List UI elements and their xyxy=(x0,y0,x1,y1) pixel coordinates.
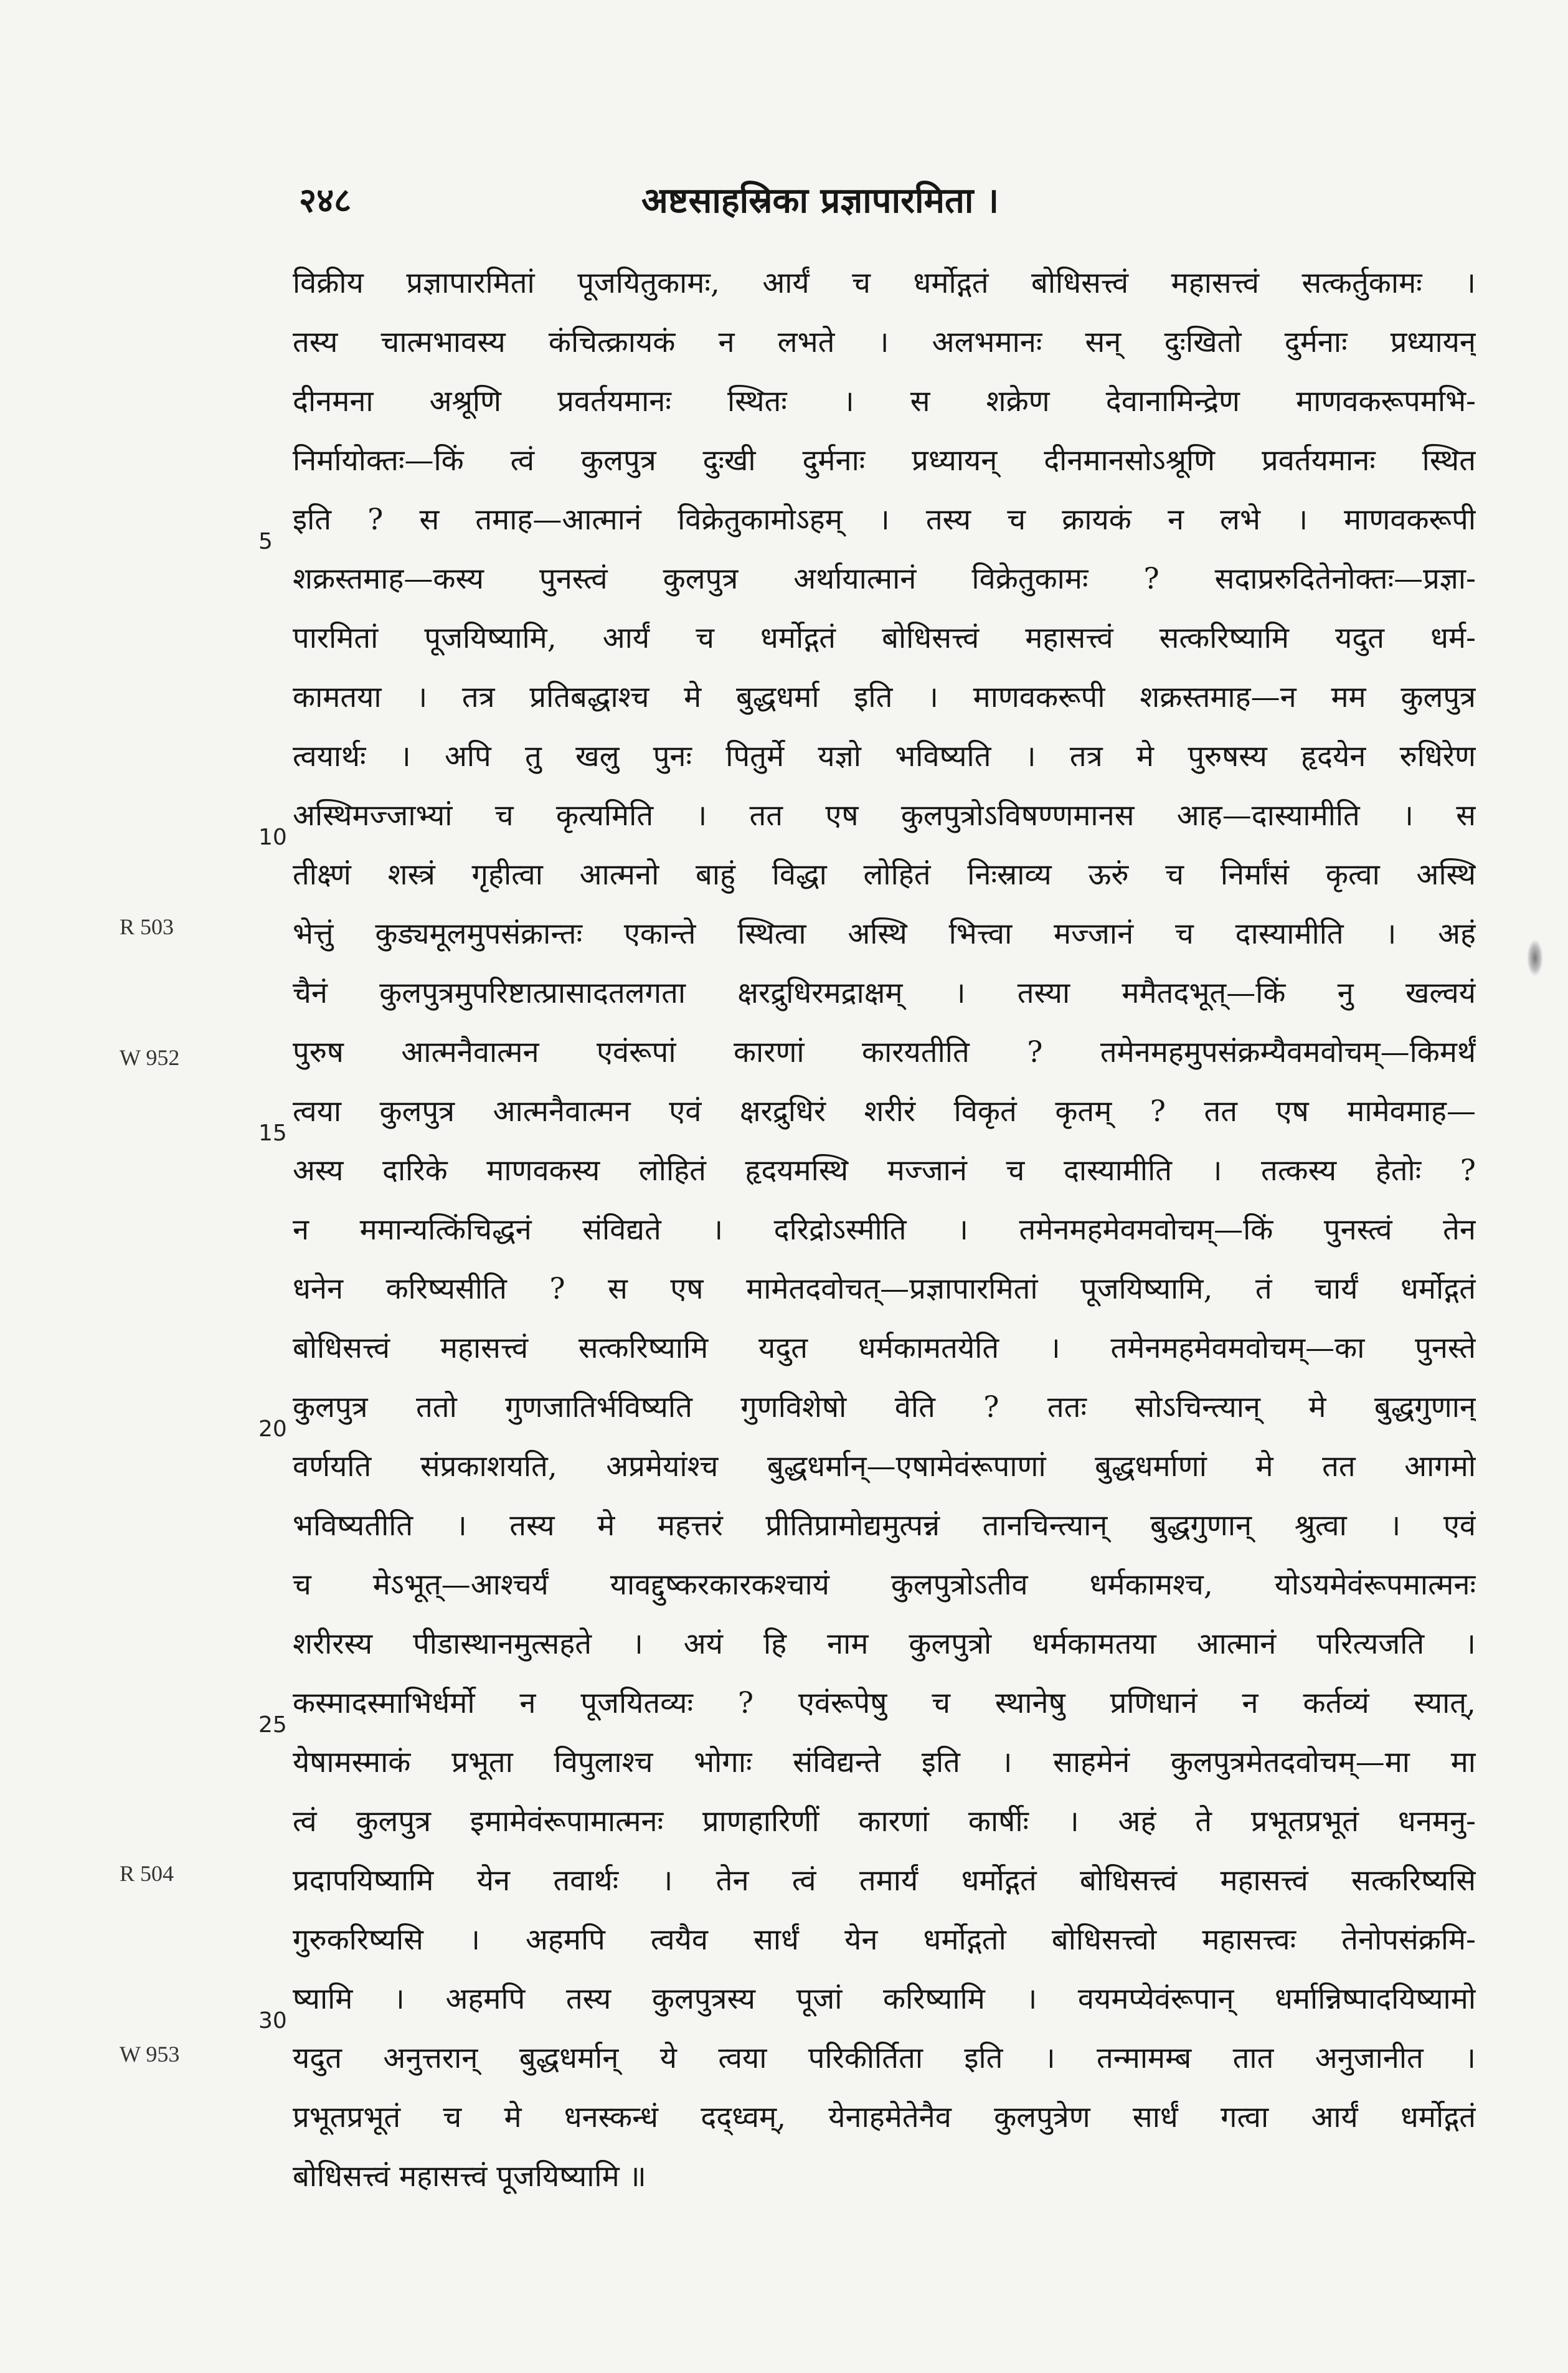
page-header xyxy=(293,176,1463,219)
line-number: 20 xyxy=(258,1416,287,1442)
text-line: पारमितां पूजयिष्यामि, आर्यं च धर्मोद्गतं बोधिसत्त्वं महासत्त्वं सत्करिष्यामि यदुत धर्म- xyxy=(293,621,1476,655)
running-title: अष्टसाहस्रिका प्रज्ञापारमिता । xyxy=(641,180,999,221)
text-line: भविष्यतीति । तस्य मे महत्तरं प्रीतिप्रामोद्यमुत्पन्नं तानचिन्त्यान् बुद्धगुणान् श्रुत्वा । एवं xyxy=(293,1509,1476,1543)
text-line: वर्णयति संप्रकाशयति, अप्रमेयांश्च बुद्धधर्मान्—एषामेवंरूपाणां बुद्धधर्माणां मे तत आगमो xyxy=(293,1449,1476,1484)
margin-reference: R 503 xyxy=(120,914,174,939)
margin-reference: R 504 xyxy=(120,1861,174,1886)
text-line: ष्यामि । अहमपि तस्य कुलपुत्रस्य पूजां करिष्यामि । वयमप्येवंरूपान् धर्मान्निष्पादयिष्यामो xyxy=(293,1982,1476,2016)
line-number: 15 xyxy=(258,1120,287,1146)
text-line: त्वं कुलपुत्र इमामेवंरूपामात्मनः प्राणहारिणीं कारणां कार्षीः । अहं ते प्रभूतप्रभूतं धनमनु- xyxy=(293,1804,1476,1839)
margin-reference: W 953 xyxy=(120,2042,180,2067)
page-number: २४८ xyxy=(299,180,352,220)
text-line: यदुत अनुत्तरान् बुद्धधर्मान् ये त्वया परिकीर्तिता इति । तन्मामम्ब तात अनुजानीत । xyxy=(293,2041,1476,2075)
text-line: गुरुकरिष्यसि । अहमपि त्वयैव सार्धं येन धर्मोद्गतो बोधिसत्त्वो महासत्त्वः तेनोपसंक्रमि- xyxy=(293,1923,1476,1957)
text-line: येषामस्माकं प्रभूता विपुलाश्च भोगाः संविद्यन्ते इति । साहमेनं कुलपुत्रमेतदवोचम्—मा मा xyxy=(293,1745,1476,1779)
text-line: बोधिसत्त्वं महासत्त्वं पूजयिष्यामि ॥ xyxy=(293,2159,646,2194)
text-line: शरीरस्य पीडास्थानमुत्सहते । अयं हि नाम कुलपुत्रो धर्मकामतया आत्मानं परित्यजति । xyxy=(293,1627,1476,1661)
text-line: तीक्ष्णं शस्त्रं गृहीत्वा आत्मनो बाहुं विद्धा लोहितं निःस्राव्य ऊरुं च निर्मांसं कृत्वा अस्थि xyxy=(293,858,1476,892)
text-line: चैनं कुलपुत्रमुपरिष्टात्प्रासादतलगता क्षरद्रुधिरमद्राक्षम् । तस्या ममैतदभूत्—किं नु खल्वयं xyxy=(293,976,1476,1010)
text-line: कुलपुत्र ततो गुणजातिर्भविष्यति गुणविशेषो वेति ? ततः सोऽचिन्त्यान् मे बुद्धगुणान् xyxy=(293,1390,1476,1424)
text-line: इति ? स तमाह—आत्मानं विक्रेतुकामोऽहम् । तस्य च क्रायकं न लभे । माणवकरूपी xyxy=(293,503,1476,537)
line-number: 5 xyxy=(258,529,273,554)
text-line: विक्रीय प्रज्ञापारमितां पूजयितुकामः, आर्यं च धर्मोद्गतं बोधिसत्त्वं महासत्त्वं सत्कर्तुकामः । xyxy=(293,266,1476,300)
text-line: न ममान्यत्किंचिद्धनं संविद्यते । दरिद्रोऽस्मीति । तमेनमहमेवमवोचम्—किं पुनस्त्वं तेन xyxy=(293,1213,1476,1247)
text-line: त्वयार्थः । अपि तु खलु पुनः पितुर्मे यज्ञो भविष्यति । तत्र मे पुरुषस्य हृदयेन रुधिरेण xyxy=(293,739,1476,774)
text-line: भेत्तुं कुड्यमूलमुपसंक्रान्तः एकान्ते स्थित्वा अस्थि भित्त्वा मज्जानं च दास्यामीति । अहं xyxy=(293,917,1476,951)
margin-reference: W 952 xyxy=(120,1045,180,1070)
text-line: कामतया । तत्र प्रतिबद्धाश्च मे बुद्धधर्मा इति । माणवकरूपी शक्रस्तमाह—न मम कुलपुत्र xyxy=(293,680,1476,714)
text-line: अस्थिमज्जाभ्यां च कृत्यमिति । तत एष कुलपुत्रोऽविषण्णमानस आह—दास्यामीति । स xyxy=(293,798,1476,833)
text-line: कस्मादस्माभिर्धर्मो न पूजयितव्यः ? एवंरूपेषु च स्थानेषु प्रणिधानं न कर्तव्यं स्यात्, xyxy=(293,1686,1476,1720)
text-line: बोधिसत्त्वं महासत्त्वं सत्करिष्यामि यदुत धर्मकामतयेति । तमेनमहमेवमवोचम्—का पुनस्ते xyxy=(293,1331,1476,1365)
line-number: 30 xyxy=(258,2008,287,2034)
text-line: धनेन करिष्यसीति ? स एष मामेतदवोचत्—प्रज्ञापारमितां पूजयिष्यामि, तं चार्यं धर्मोद्गतं xyxy=(293,1272,1476,1306)
line-number: 25 xyxy=(258,1712,287,1738)
text-line: प्रदापयिष्यामि येन तवार्थः । तेन त्वं तमार्यं धर्मोद्गतं बोधिसत्त्वं महासत्त्वं सत्करिष्यसि xyxy=(293,1864,1476,1898)
line-number: 10 xyxy=(258,825,287,850)
text-line: तस्य चात्मभावस्य कंचित्क्रायकं न लभते । अलभमानः सन् दुःखितो दुर्मनाः प्रध्यायन् xyxy=(293,325,1476,359)
text-line: प्रभूतप्रभूतं च मे धनस्कन्धं दद्ध्वम्, येनाहमेतेनैव कुलपुत्रेण सार्धं गत्वा आर्यं धर्मोद्गतं xyxy=(293,2100,1476,2134)
text-line: निर्मायोक्तः—किं त्वं कुलपुत्र दुःखी दुर्मनाः प्रध्यायन् दीनमानसोऽश्रूणि प्रवर्तयमानः स्थित xyxy=(293,443,1476,478)
text-line: पुरुष आत्मनैवात्मन एवंरूपां कारणां कारयतीति ? तमेनमहमुपसंक्रम्यैवमवोचम्—किमर्थं xyxy=(293,1035,1476,1069)
text-line: शक्रस्तमाह—कस्य पुनस्त्वं कुलपुत्र अर्थायात्मानं विक्रेतुकामः ? सदाप्ररुदितेनोक्तः—प्रज्ञा- xyxy=(293,562,1476,596)
text-line: त्वया कुलपुत्र आत्मनैवात्मन एवं क्षरद्रुधिरं शरीरं विकृतं कृतम् ? तत एष मामेवमाह— xyxy=(293,1094,1476,1129)
text-line: दीनमना अश्रूणि प्रवर्तयमानः स्थितः । स शक्रेण देवानामिन्द्रेण माणवकरूपमभि- xyxy=(293,384,1476,419)
text-line: च मेऽभूत्—आश्चर्यं यावद्दुष्करकारकश्चायं कुलपुत्रोऽतीव धर्मकामश्च, योऽयमेवंरूपमात्मनः xyxy=(293,1568,1476,1602)
ink-smudge xyxy=(1527,939,1543,977)
text-line: अस्य दारिके माणवकस्य लोहितं हृदयमस्थि मज्जानं च दास्यामीति । तत्कस्य हेतोः ? xyxy=(293,1153,1476,1188)
